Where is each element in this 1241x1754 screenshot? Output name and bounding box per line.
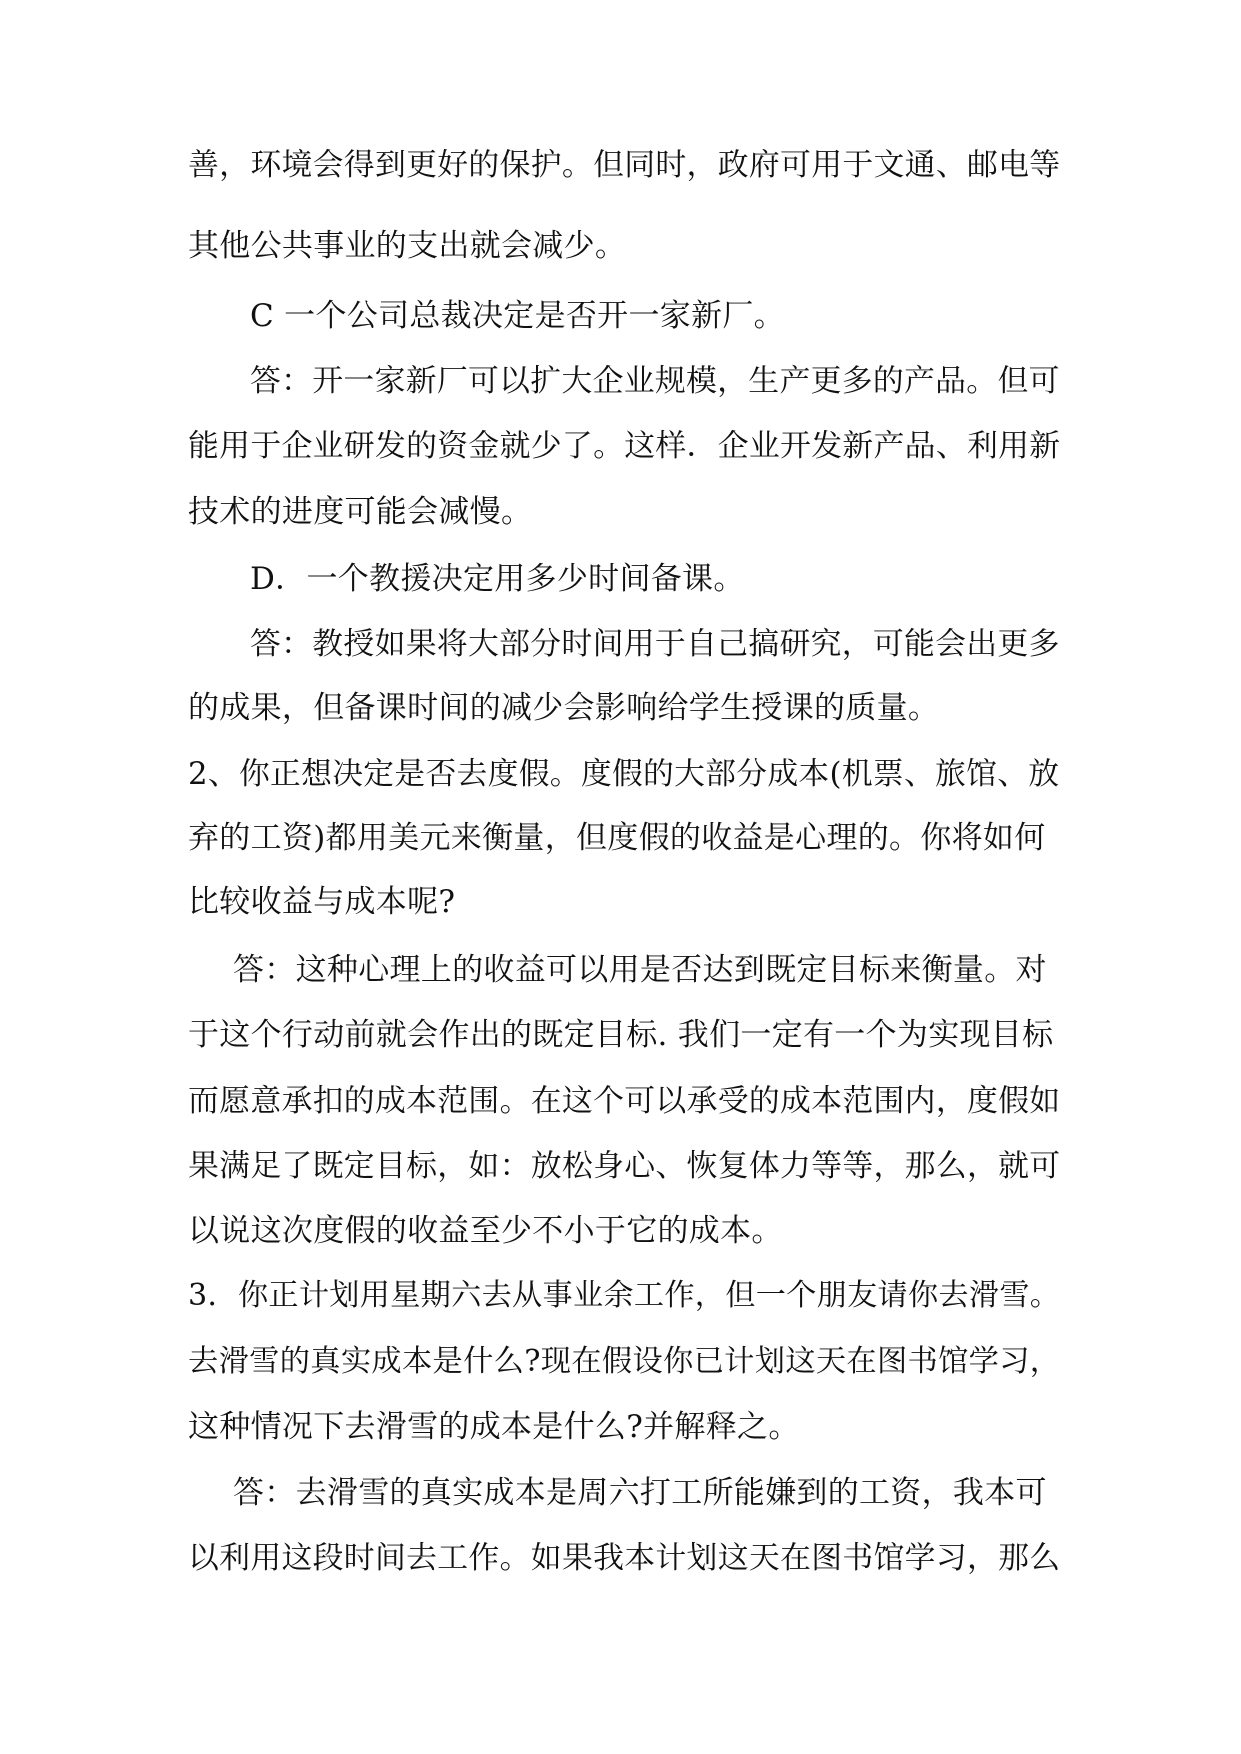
text-line: 而愿意承扣的成本范围。在这个可以承受的成本范围内，度假如 bbox=[188, 1083, 1061, 1119]
text-line: 2、你正想决定是否去度假。度假的大部分成本(机票、旅馆、放 bbox=[188, 756, 1060, 792]
text-line: 这种情况下去滑雪的成本是什么?并解释之。 bbox=[188, 1409, 800, 1445]
text-line: 以说这次度假的收益至少不小于它的成本。 bbox=[188, 1213, 783, 1249]
text-line: 答：教授如果将大部分时间用于自己搞研究，可能会出更多 bbox=[250, 626, 1060, 662]
text-line: 善，环境会得到更好的保护。但同时，政府可用于文通、邮电等 bbox=[188, 147, 1061, 183]
text-line: 去滑雪的真实成本是什么?现在假设你已计划这天在图书馆学习， bbox=[188, 1344, 1061, 1379]
text-line: 其他公共事业的支出就会减少。 bbox=[188, 228, 627, 264]
text-line: 答：开一家新厂可以扩大企业规模，生产更多的产品。但可 bbox=[250, 363, 1060, 399]
text-line: 答：这种心理上的收益可以用是否达到既定目标来衡量。对 bbox=[233, 952, 1047, 988]
text-line: 能用于企业研发的资金就少了。这样．企业开发新产品、利用新 bbox=[188, 428, 1061, 464]
text-line: C 一个公司总裁决定是否开一家新厂。 bbox=[250, 298, 785, 334]
text-line: D．一个教援决定用多少时间备课。 bbox=[250, 561, 745, 597]
text-line: 答：去滑雪的真实成本是周六打工所能嫌到的工资，我本可 bbox=[233, 1475, 1047, 1511]
text-line: 以利用这段时间去工作。如果我本计划这天在图书馆学习，那么 bbox=[188, 1540, 1061, 1576]
text-line: 技术的进度可能会减慢。 bbox=[188, 494, 533, 530]
text-line: 于这个行动前就会作出的既定目标. 我们一定有一个为实现目标 bbox=[188, 1017, 1054, 1053]
text-line: 弃的工资)都用美元来衡量，但度假的收益是心理的。你将如何 bbox=[188, 820, 1046, 856]
text-line: 比较收益与成本呢? bbox=[188, 884, 456, 920]
text-line: 果满足了既定目标，如：放松身心、恢复体力等等，那么，就可 bbox=[188, 1148, 1061, 1184]
text-line: 的成果，但备课时间的减少会影响给学生授课的质量。 bbox=[188, 690, 940, 726]
text-line: 3．你正计划用星期六去从事业余工作，但一个朋友请你去滑雪。 bbox=[188, 1278, 1061, 1313]
